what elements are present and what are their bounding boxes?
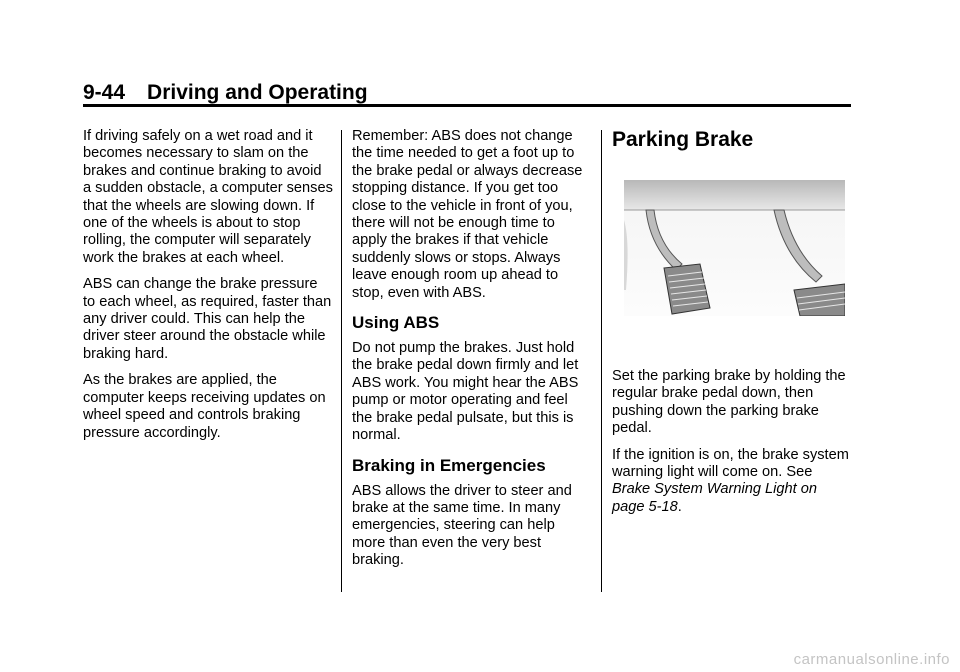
braking-emergencies-heading: Braking in Emergencies bbox=[352, 455, 546, 475]
paragraph: Remember: ABS does not change the time needed to get a foot up to the brake pedal or always decrease stopping distance. If you get too close to the vehicle in front of you, there will not be enough time to apply the brakes if that vehicle suddenly slows or stops. Always leave enough room up ahead to stop, even with ABS. bbox=[352, 128, 583, 301]
page-number: 9-44 bbox=[83, 81, 126, 104]
watermark: carmanualsonline.info bbox=[793, 651, 950, 668]
paragraph: Do not pump the brakes. Just hold the brake pedal down firmly and let ABS work. You might hear the ABS pump or motor operating and feel the brake pedal pulsate, but this is normal. bbox=[352, 340, 579, 444]
column-3 bbox=[612, 128, 852, 515]
paragraph: As the brakes are applied, the computer keeps receiving updates on wheel speed and controls braking pressure accordingly. bbox=[83, 372, 326, 441]
paragraph: If the ignition is on, the brake system warning light will come on. See Brake System Warning Light on page 5-18. bbox=[612, 446, 849, 515]
paragraph: ABS can change the brake pressure to each wheel, as required, faster than any driver could. This can help the driver steer around the obstacle while braking hard. bbox=[83, 276, 332, 362]
using-abs-heading: Using ABS bbox=[352, 313, 440, 333]
parking-brake-body bbox=[612, 368, 852, 525]
page-header bbox=[83, 80, 851, 106]
column-divider-2 bbox=[601, 130, 602, 592]
paragraph: If driving safely on a wet road and it becomes necessary to slam on the brakes and continue braking to avoid a sudden obstacle, a computer senses that the wheels are slowing down. If one of the wheels is about to stop rolling, the computer will separately work the brakes at each wheel. bbox=[83, 128, 333, 266]
cross-reference: Brake System Warning Light on page 5-18 bbox=[612, 481, 817, 515]
column-1 bbox=[83, 128, 333, 451]
column-2 bbox=[352, 128, 592, 579]
pedals-illustration bbox=[624, 180, 845, 316]
parking-brake-heading: Parking Brake bbox=[612, 128, 754, 151]
chapter-title: Driving and Operating bbox=[147, 81, 368, 104]
paragraph: ABS allows the driver to steer and brake at the same time. In many emergencies, steering can help more than even the very best braking. bbox=[352, 482, 572, 569]
column-divider-1 bbox=[341, 130, 342, 592]
header-rule bbox=[83, 104, 851, 107]
paragraph: Set the parking brake by holding the regular brake pedal down, then pushing down the parking brake pedal. bbox=[612, 368, 846, 437]
